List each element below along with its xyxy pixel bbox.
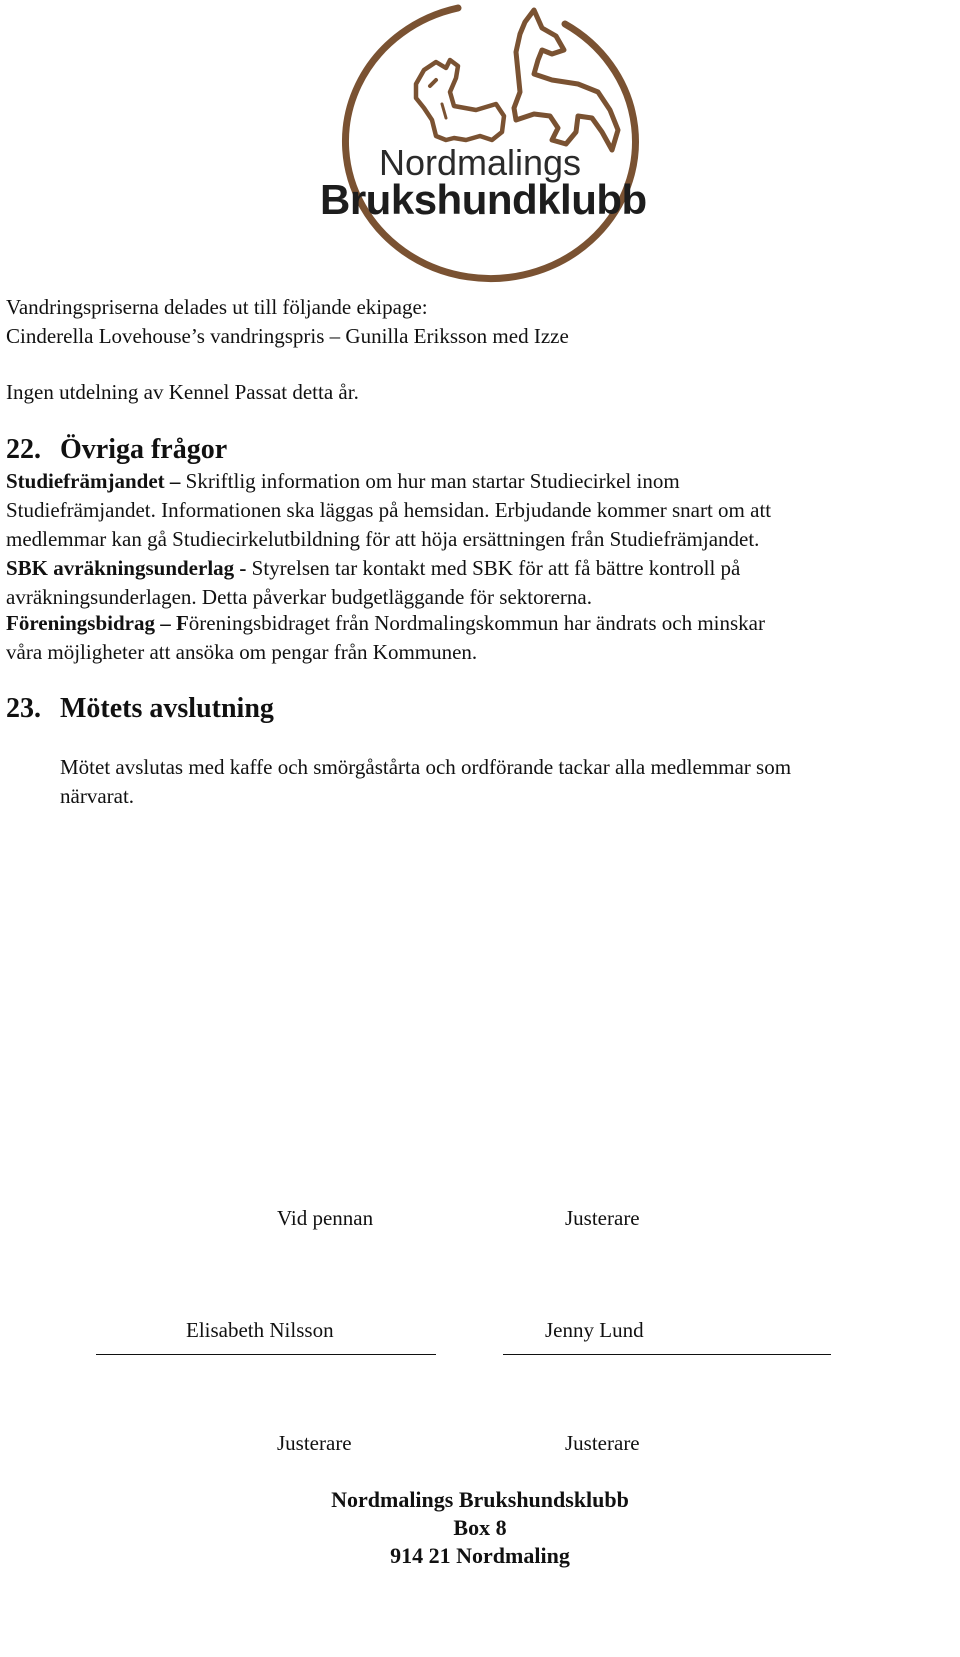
- logo-text-bottom: Brukshundklubb: [320, 176, 647, 223]
- paragraph-sbk: [6, 554, 740, 583]
- section-23-number: 23.: [6, 693, 41, 724]
- closing-text: Mötet avslutas med kaffe och smörgåstårta och ordförande tackar alla medlemmar som: [60, 755, 792, 779]
- signature-line-right: [503, 1354, 831, 1355]
- footer-address-box: Box 8: [453, 1515, 507, 1540]
- section-23-title: Mötets avslutning: [60, 693, 274, 724]
- section-22-title: Övriga frågor: [60, 434, 228, 465]
- paragraph-studieframjandet: [6, 467, 680, 496]
- paragraph-text: avräkningsunderlagen. Detta påverkar budgetläggande för sektorerna.: [6, 585, 593, 609]
- signature-role-left-2: Justerare: [277, 1431, 352, 1455]
- paragraph-text: medlemmar kan gå Studiecirkelutbildning för att höja ersättningen från Studiefrämjandet.: [6, 527, 760, 551]
- closing-text: närvarat.: [60, 784, 135, 808]
- paragraph-bold-lead: Studiefrämjandet –: [6, 469, 181, 493]
- paragraph-bold-lead: Föreningsbidrag – F: [6, 611, 189, 635]
- paragraph-text: Studiefrämjandet. Informationen ska läggas på hemsidan. Erbjudande kommer snart om att: [6, 498, 772, 522]
- signature-role-left: Vid pennan: [277, 1206, 374, 1230]
- intro-line: Vandringspriserna delades ut till följande ekipage:: [6, 295, 428, 319]
- paragraph-text: Skriftlig information om hur man startar Studiecirkel inom: [180, 469, 680, 493]
- signature-role-right-2: Justerare: [565, 1431, 640, 1455]
- signature-name-right: Jenny Lund: [545, 1318, 644, 1342]
- intro-line: Ingen utdelning av Kennel Passat detta år.: [6, 380, 359, 404]
- logo-text-top: Nordmalings: [378, 142, 582, 183]
- footer-club-name: Nordmalings Brukshundsklubb: [331, 1487, 629, 1512]
- signature-role-right: Justerare: [565, 1206, 640, 1230]
- section-22-number: 22.: [6, 434, 41, 465]
- signature-line-left: [96, 1354, 436, 1355]
- signature-name-left: Elisabeth Nilsson: [186, 1318, 334, 1342]
- paragraph-foreningsbidrag: [6, 609, 765, 638]
- paragraph-text: våra möjligheter att ansöka om pengar från Kommunen.: [6, 640, 478, 664]
- footer-address-city: 914 21 Nordmaling: [390, 1543, 570, 1568]
- paragraph-text: Styrelsen tar kontakt med SBK för att få bättre kontroll på: [246, 556, 741, 580]
- club-logo: [320, 0, 647, 285]
- paragraph-text: öreningsbidraget från Nordmalingskommun har ändrats och minskar: [188, 611, 765, 635]
- intro-line: Cinderella Lovehouse’s vandringspris – Gunilla Eriksson med Izze: [6, 324, 569, 348]
- paragraph-bold-lead: SBK avräkningsunderlag -: [6, 556, 247, 580]
